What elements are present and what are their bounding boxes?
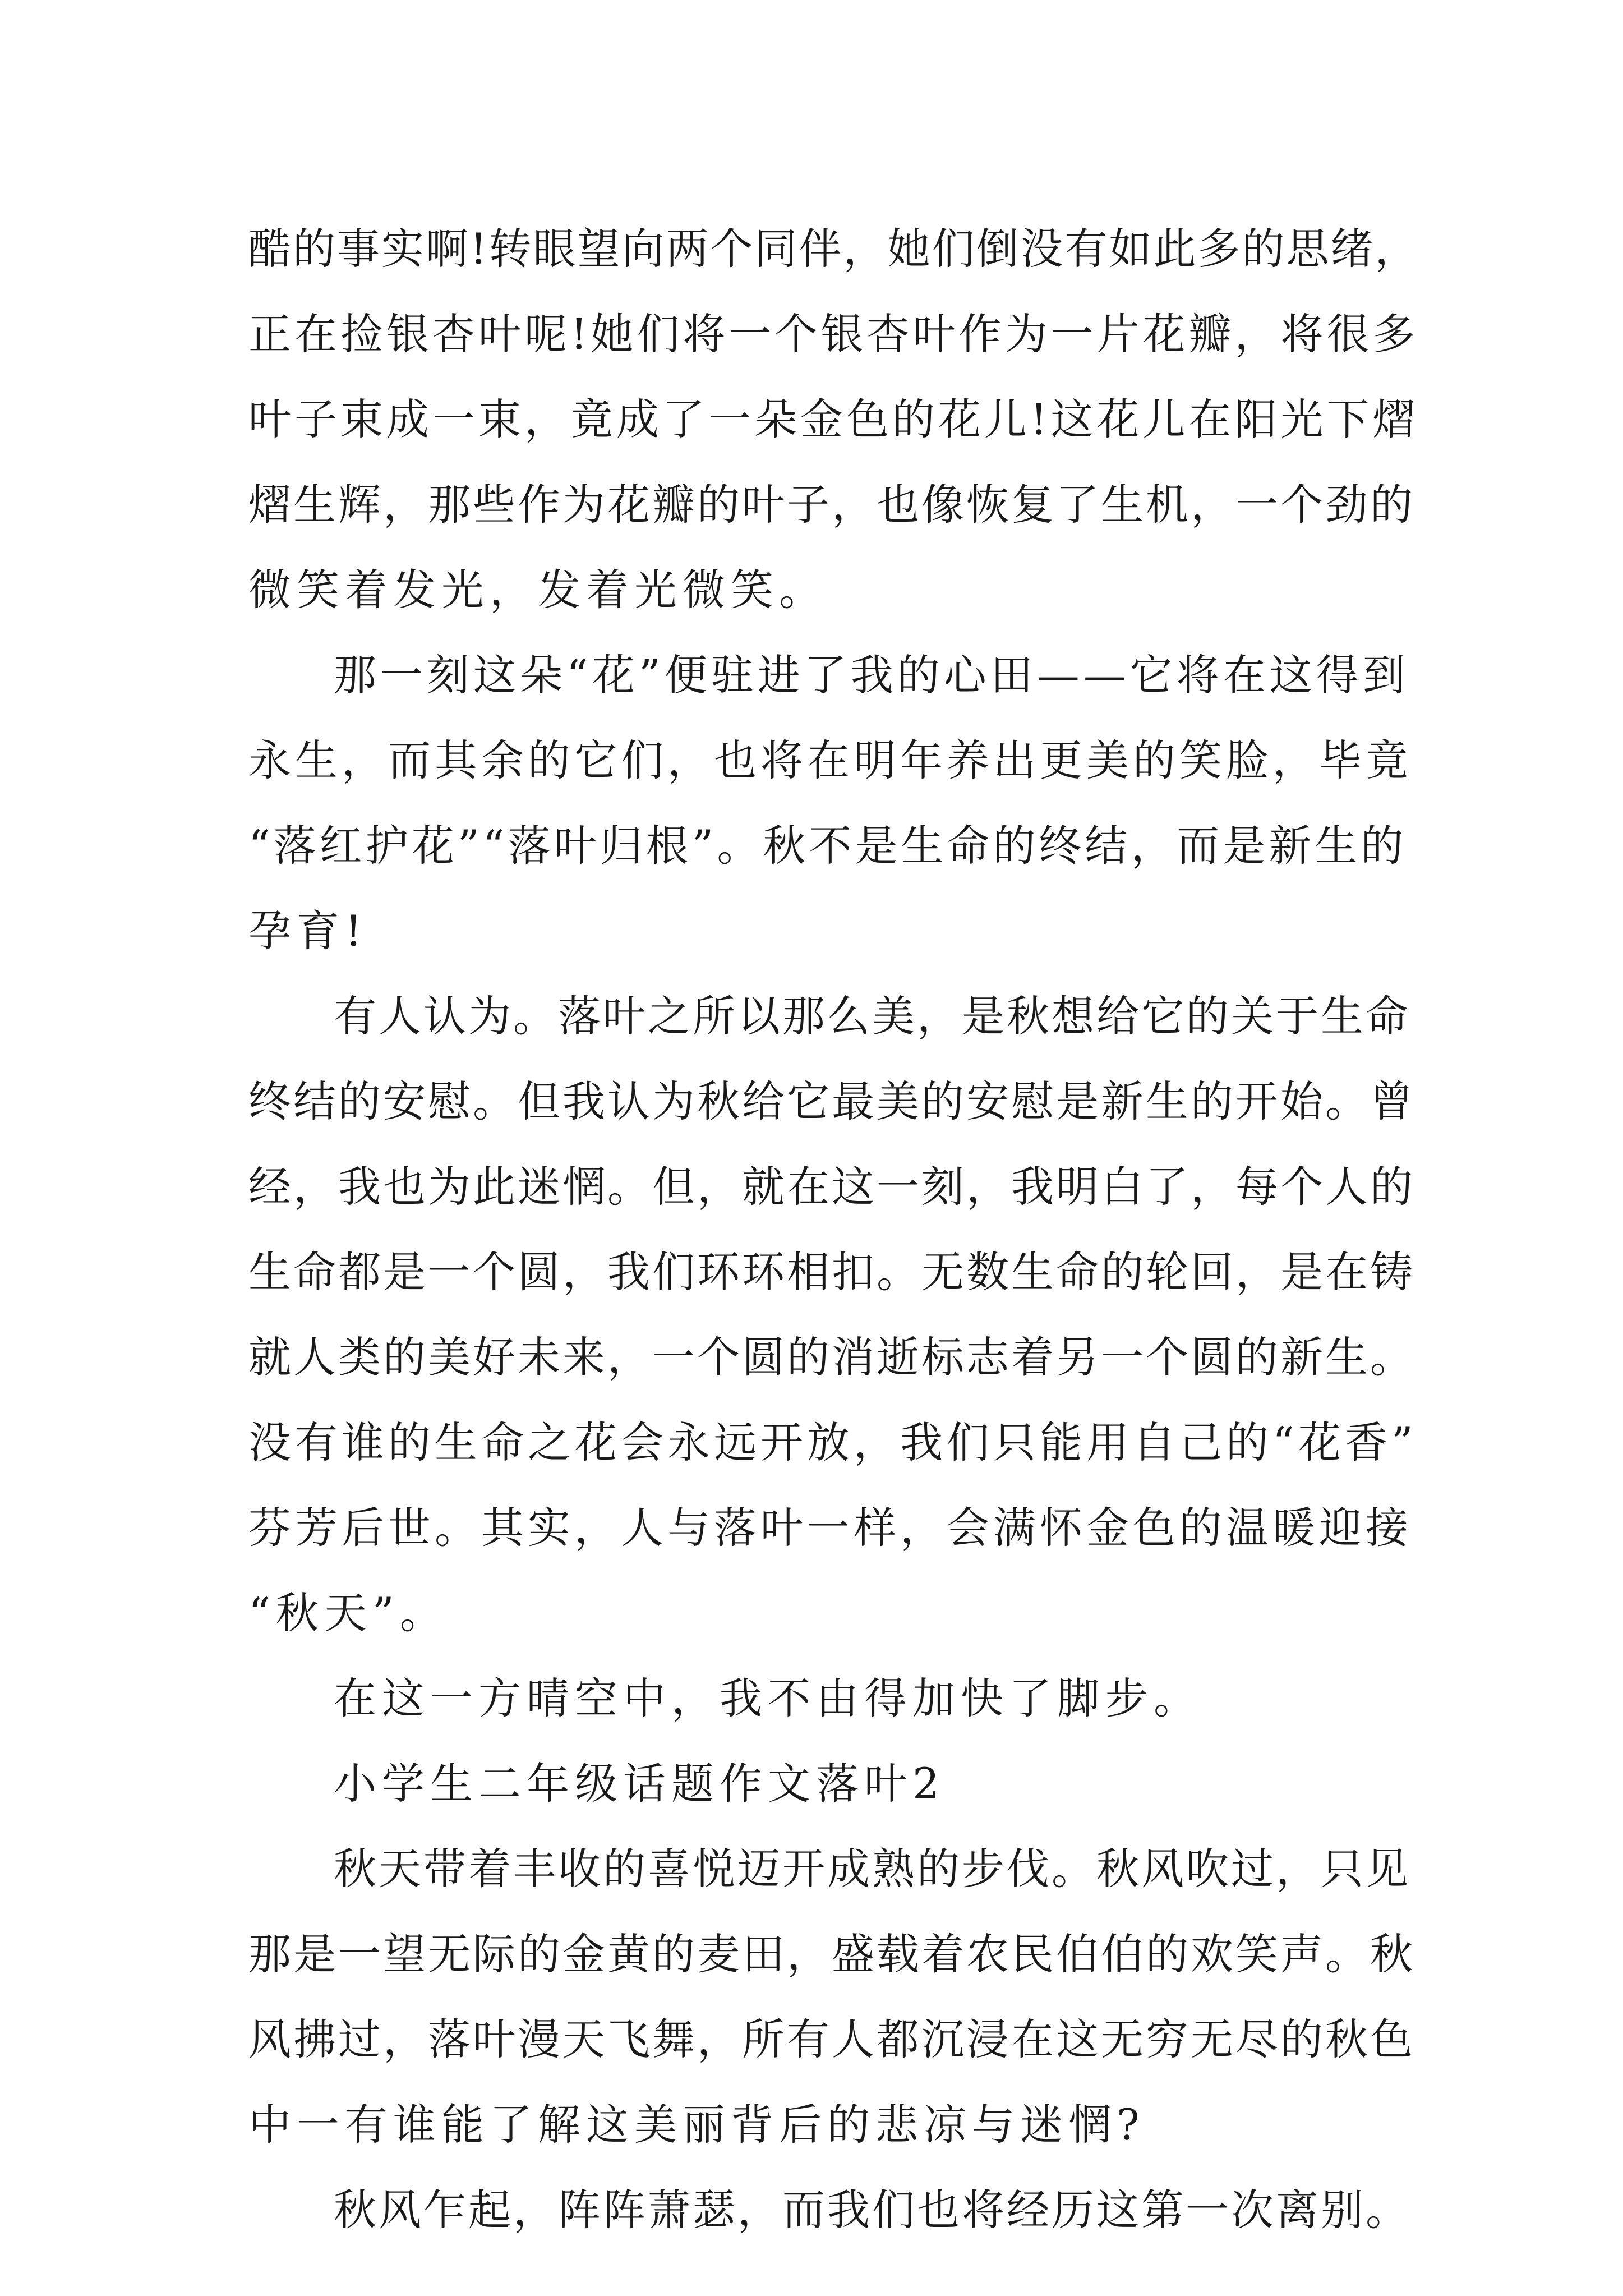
text-line: 正在捡银杏叶呢!她们将一个银杏叶作为一片花瓣，将很多	[248, 309, 1419, 359]
text-line: “秋天”。	[248, 1588, 448, 1638]
text-line: 熠生辉，那些作为花瓣的叶子，也像恢复了生机，一个劲的	[248, 480, 1415, 530]
text-line: 微笑着发光，发着光微笑。	[248, 565, 827, 615]
paragraph-start-line: 有人认为。落叶之所以那么美，是秋想给它的关于生命	[334, 991, 1410, 1041]
document-body	[248, 206, 1421, 2253]
paragraph-start-line: 在这一方晴空中，我不由得加快了脚步。	[334, 1673, 1202, 1723]
paragraph-start-line: 那一刻这朵“花”便驻进了我的心田——它将在这得到	[334, 650, 1409, 700]
text-line: 孕育!	[248, 906, 368, 956]
text-line: 终结的安慰。但我认为秋给它最美的安慰是新生的开始。曾	[248, 1076, 1415, 1126]
text-line: 生命都是一个圆，我们环环相扣。无数生命的轮回，是在铸	[248, 1247, 1415, 1297]
text-line: 永生，而其余的它们，也将在明年养出更美的笑脸，毕竟	[248, 735, 1412, 785]
text-line: 那是一望无际的金黄的麦田，盛载着农民伯伯的欢笑声。秋	[248, 1929, 1415, 1979]
text-line: 经，我也为此迷惘。但，就在这一刻，我明白了，每个人的	[248, 1162, 1415, 1212]
text-line: 叶子束成一束，竟成了一朵金色的花儿!这花儿在阳光下熠	[248, 394, 1419, 444]
text-line: 中一有谁能了解这美丽背后的悲凉与迷惘?	[248, 2100, 1145, 2150]
paragraph-start-line: 秋天带着丰收的喜悦迈开成熟的步伐。秋风吹过，只见	[334, 1844, 1410, 1894]
paragraph-start-line: 秋风乍起，阵阵萧瑟，而我们也将经历这第一次离别。	[334, 2185, 1410, 2235]
text-line: 芬芳后世。其实，人与落叶一样，会满怀金色的温暖迎接	[248, 1503, 1412, 1553]
text-line: 没有谁的生命之花会永远开放，我们只能用自己的“花香”	[248, 1418, 1417, 1467]
text-line: “落红护花”“落叶归根”。秋不是生命的终结，而是新生的	[248, 821, 1407, 871]
text-line: 风拂过，落叶漫天飞舞，所有人都沉浸在这无穷无尽的秋色	[248, 2014, 1415, 2064]
text-line: 就人类的美好未来，一个圆的消逝标志着另一个圆的新生。	[248, 1332, 1415, 1382]
section-heading: 小学生二年级话题作文落叶2	[334, 1759, 946, 1809]
text-line: 酷的事实啊!转眼望向两个同伴，她们倒没有如此多的思绪，	[248, 224, 1419, 274]
